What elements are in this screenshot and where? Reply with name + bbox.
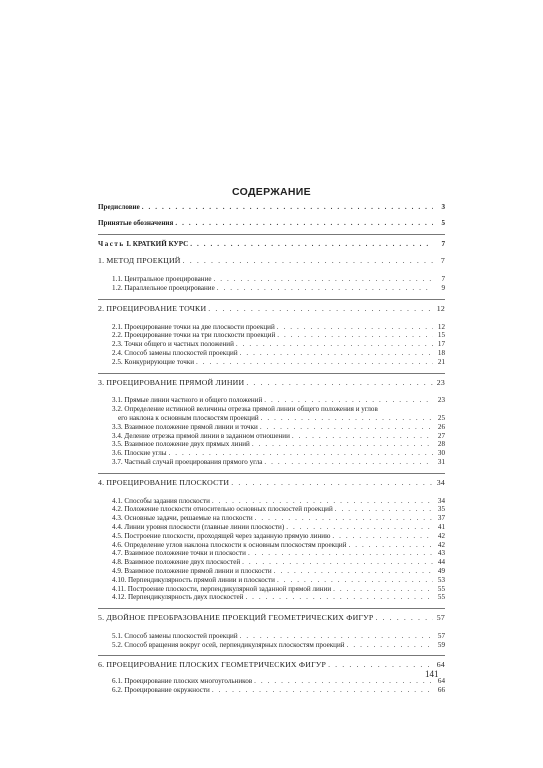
table-of-contents <box>98 203 445 695</box>
toc-item: 4.7. Взаимное положение точки и плоскости . . . 43 <box>98 549 445 558</box>
divider <box>98 373 445 374</box>
toc-item: 6.1. Проецирование плоских многоугольников . . . 64 <box>98 677 445 686</box>
toc-section-4: 4. ПРОЕЦИРОВАНИЕ ПЛОСКОСТИ . . . 34 <box>98 479 445 488</box>
toc-item: 4.6. Определение углов наклона плоскости к основным плоскостям проекций . . . 42 <box>98 541 445 550</box>
divider <box>98 473 445 474</box>
toc-item: его наклона к основным плоскостям проекций . . . 25 <box>98 414 445 423</box>
toc-item: 2.1. Проецирование точки на две плоскости проекций . . . 12 <box>98 323 445 332</box>
divider <box>98 299 445 300</box>
toc-item: 4.12. Перпендикулярность двух плоскостей . . . 55 <box>98 593 445 602</box>
toc-item: 2.5. Конкурирующие точки . . . 21 <box>98 358 445 367</box>
toc-item: 4.4. Линии уровня плоскости (главные линии плоскости) . . . 41 <box>98 523 445 532</box>
toc-item: 3.1. Прямые линии частного и общего положений . . . 23 <box>98 396 445 405</box>
toc-item: 2.4. Способ замены плоскостей проекций . . . 18 <box>98 349 445 358</box>
toc-item: 4.8. Взаимное положение двух плоскостей . . . 44 <box>98 558 445 567</box>
toc-item: 3.2. Определение истинной величины отрезка прямой линии общего положения и углов <box>112 405 378 414</box>
page-title: СОДЕРЖАНИЕ <box>232 186 311 198</box>
toc-item: 4.10. Перпендикулярность прямой линии и плоскости . . . 53 <box>98 576 445 585</box>
toc-item: 3.3. Взаимное положение прямой линии и точки . . . 26 <box>98 423 445 432</box>
toc-item: 3.6. Плоские углы . . . 30 <box>98 449 445 458</box>
toc-item: 4.11. Построение плоскости, перпендикулярной заданной прямой линии . . . 55 <box>98 585 445 594</box>
toc-entry-part-1: Часть I. КРАТКИЙ КУРС . . . 7 <box>98 240 445 249</box>
toc-item: 6.2. Проецирование окружности . . . 66 <box>98 686 445 695</box>
toc-section-1: 1. МЕТОД ПРОЕКЦИЙ . . . 7 <box>98 257 445 266</box>
toc-item: 1.2. Параллельное проецирование . . . 9 <box>98 284 445 293</box>
divider <box>98 655 445 656</box>
toc-item: 4.5. Построение плоскости, проходящей через заданную прямую линию . . . 42 <box>98 532 445 541</box>
toc-item: 5.2. Способ вращения вокруг осей, перпендикулярных плоскостям проекций . . . 59 <box>98 641 445 650</box>
divider <box>98 234 445 235</box>
toc-section-5: 5. ДВОЙНОЕ ПРЕОБРАЗОВАНИЕ ПРОЕКЦИЙ ГЕОМЕТРИЧЕСКИХ ФИГУР . . . 57 <box>98 614 445 623</box>
toc-item: 3.5. Взаимное положение двух прямых линий . . . 28 <box>98 440 445 449</box>
toc-item: 4.2. Положение плоскости относительно основных плоскостей проекций . . . 35 <box>98 505 445 514</box>
toc-item: 4.1. Способы задания плоскости . . . 34 <box>98 497 445 506</box>
toc-item: 5.1. Способ замены плоскостей проекций . . . 57 <box>98 632 445 641</box>
toc-entry-notation: Принятые обозначения . . . 5 <box>98 219 445 228</box>
divider <box>98 608 445 609</box>
toc-item: 1.1. Центральное проецирование . . . 7 <box>98 275 445 284</box>
toc-item: 3.7. Частный случай проецирования прямого угла . . . 31 <box>98 458 445 467</box>
toc-item: 3.4. Деление отрезка прямой линии в заданном отношении . . . 27 <box>98 432 445 441</box>
toc-item: 4.3. Основные задачи, решаемые на плоскости . . . 37 <box>98 514 445 523</box>
toc-item: 2.2. Проецирование точки на три плоскости проекций . . . 15 <box>98 331 445 340</box>
toc-section-3: 3. ПРОЕЦИРОВАНИЕ ПРЯМОЙ ЛИНИИ . . . 23 <box>98 379 445 388</box>
toc-item: 4.9. Взаимное положение прямой линии и плоскости . . . 49 <box>98 567 445 576</box>
toc-section-6: 6. ПРОЕЦИРОВАНИЕ ПЛОСКИХ ГЕОМЕТРИЧЕСКИХ ФИГУР . . . 64 <box>98 661 445 670</box>
toc-item: 2.3. Точки общего и частных положений . . . 17 <box>98 340 445 349</box>
page-number: 141 <box>425 669 439 679</box>
toc-entry-preface: Предисловие . . . 3 <box>98 203 445 212</box>
toc-section-2: 2. ПРОЕЦИРОВАНИЕ ТОЧКИ . . . 12 <box>98 305 445 314</box>
